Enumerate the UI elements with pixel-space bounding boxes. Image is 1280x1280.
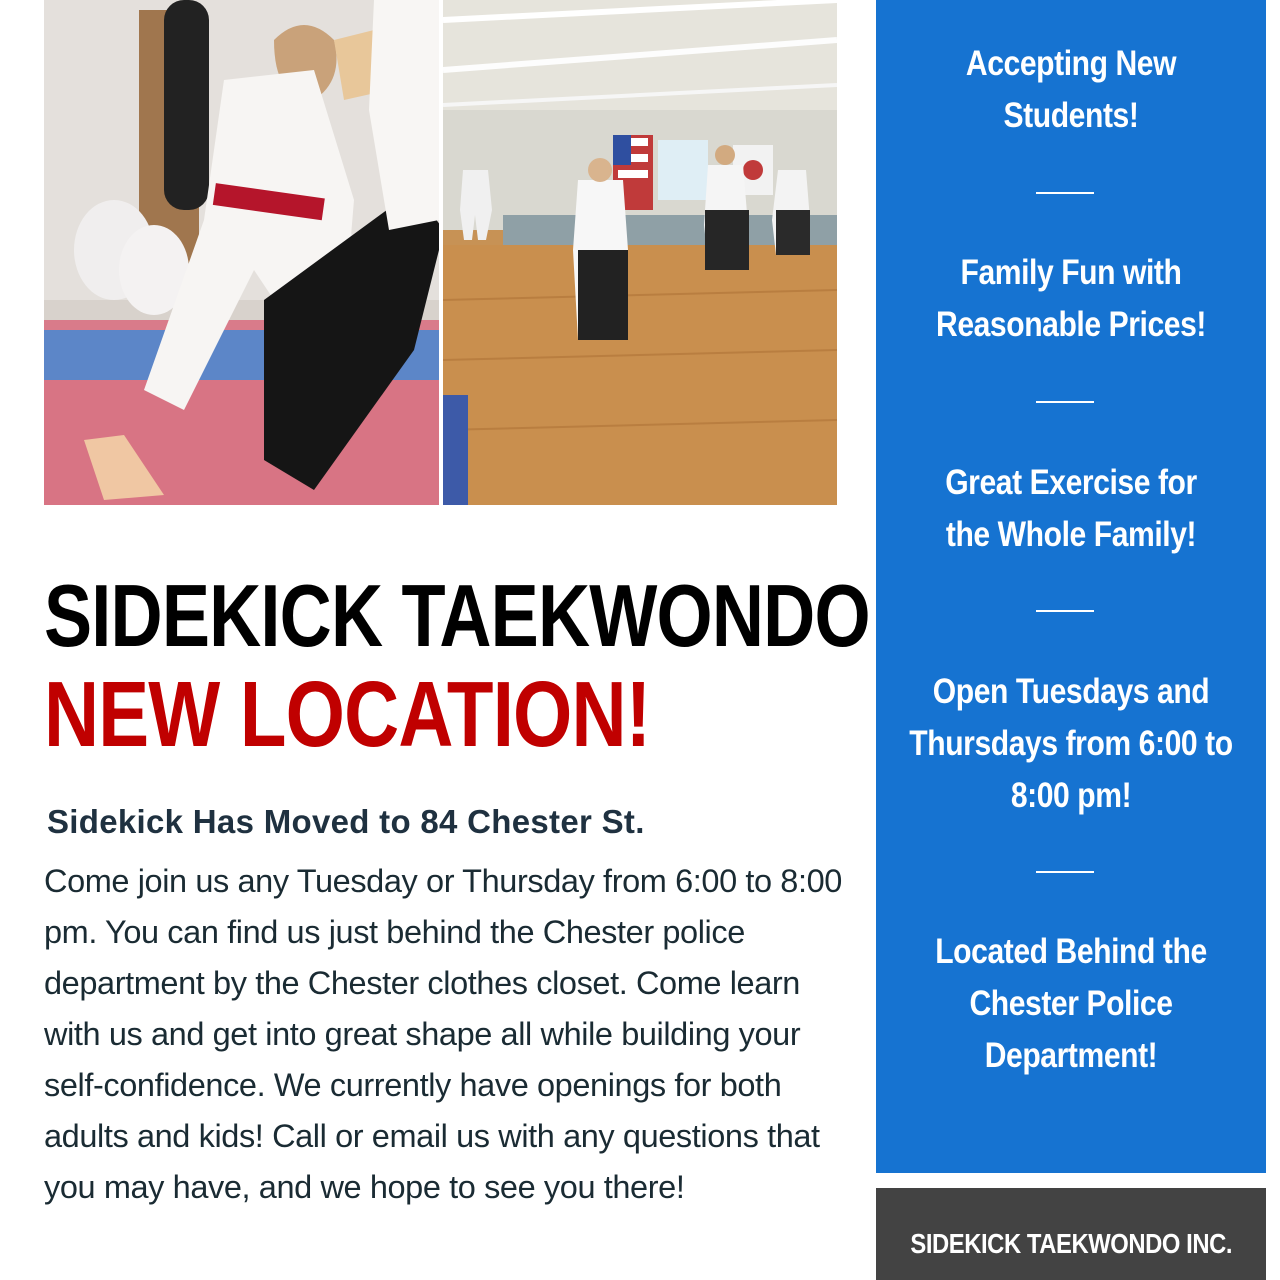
sidebar-divider: [1036, 610, 1094, 612]
sidebar-item-new-students: Accepting New Students!: [965, 44, 1177, 135]
sidebar-item-open-hours: Open Tuesdays and Thursdays from 6:00 to 8:00 pm!: [909, 672, 1233, 815]
sidebar-item-family-fun: Family Fun with Reasonable Prices!: [936, 253, 1206, 344]
girl-kicking-pad-photo: [44, 0, 439, 505]
sidebar-divider: [1036, 871, 1094, 873]
sidebar-item-location: Located Behind the Chester Police Department!: [935, 932, 1207, 1075]
headline-title: SIDEKICK TAEKWONDO: [44, 566, 870, 665]
sidebar-highlights: [876, 0, 1266, 1173]
footer-company-name: SIDEKICK TAEKWONDO INC.: [910, 1228, 1232, 1259]
dojo-class-practice-photo: [443, 0, 837, 505]
footer-contact-box: [876, 1188, 1266, 1280]
sidebar-divider: [1036, 401, 1094, 403]
article-subheading: Sidekick Has Moved to 84 Chester St.: [47, 803, 645, 840]
sidebar-divider: [1036, 192, 1094, 194]
article-body: Come join us any Tuesday or Thursday from 6:00 to 8:00 pm. You can find us just behind the Chester police department by the Chester clothes closet. Come learn with us and get into great shape all while building your self-confidence. We currently have openings for both adults and kids! Call or email us with any questions that you may have, and we hope to see you there!: [44, 863, 842, 1205]
sidebar-item-great-exercise: Great Exercise for the Whole Family!: [945, 463, 1197, 554]
headline-new-location: NEW LOCATION!: [44, 662, 651, 766]
